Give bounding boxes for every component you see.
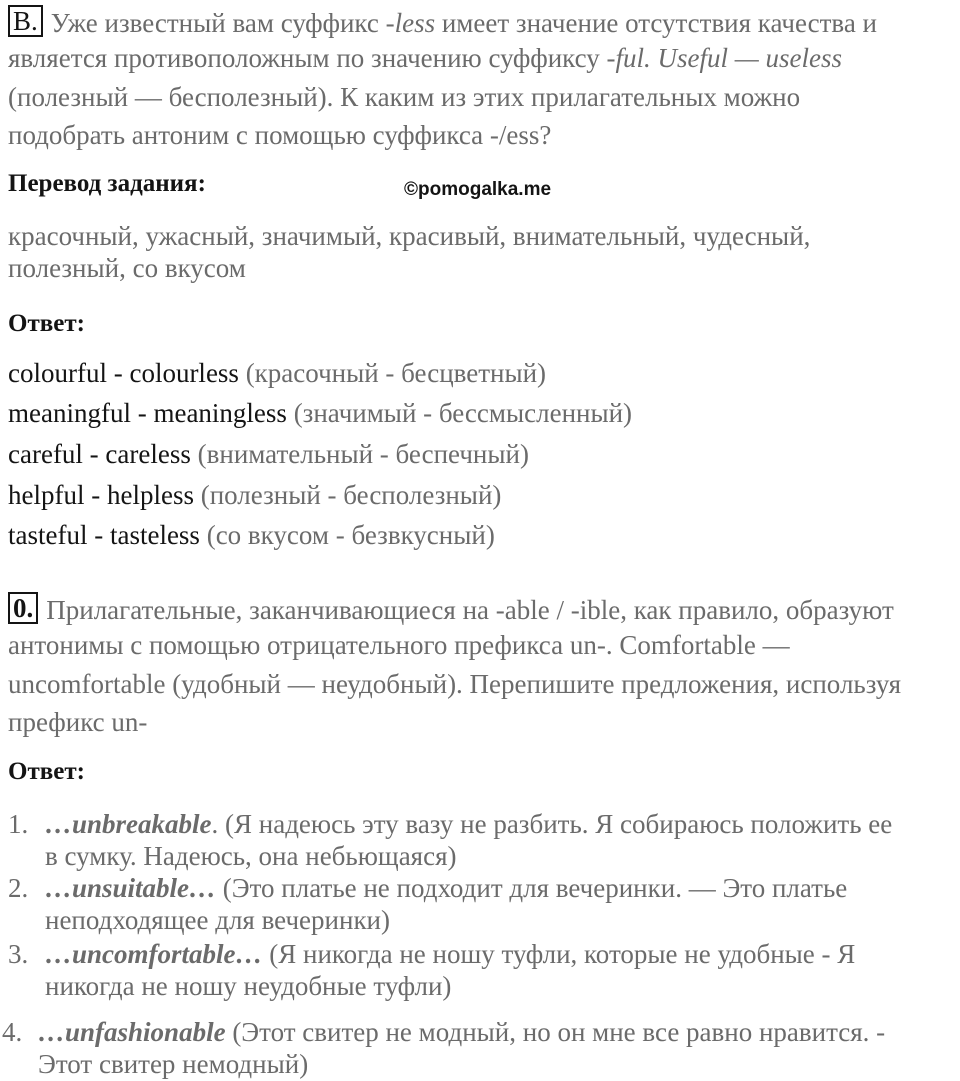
watermark: ©pomogalka.me	[404, 179, 552, 200]
answer-line: tasteful - tasteless (со вкусом - безвкусный)	[8, 520, 495, 550]
list-number: 4.	[2, 1017, 23, 1047]
translation-heading: Перевод задания:	[8, 170, 206, 197]
exercise-0-line-3: uncomfortable (удобный — неудобный). Перепишите предложения, используя	[8, 669, 902, 699]
answer-line: helpful - helpless (полезный - бесполезный)	[8, 480, 502, 510]
list-number: 1.	[8, 809, 29, 839]
list-item-continuation: Этот свитер немодный)	[38, 1049, 309, 1079]
answer-heading-b: Ответ:	[8, 310, 85, 337]
answer-line: careful - careless (внимательный - беспечный)	[8, 439, 529, 469]
translation-line-2: полезный, со вкусом	[8, 253, 246, 283]
list-item: …unfashionable (Этот свитер не модный, но он мне все равно нравится. -	[38, 1017, 886, 1047]
list-item: …unsuitable… (Это платье не подходит для вечеринки. — Это платье	[45, 873, 848, 903]
list-item-continuation: неподходящее для вечеринки)	[45, 905, 391, 935]
exercise-0-line-2: антонимы с помощью отрицательного префикса un-. Comfortable —	[8, 630, 790, 660]
exercise-b-line-1: B. Уже известный вам суффикс -less имеет значение отсутствия качества и	[8, 7, 877, 39]
exercise-0-line-1: 0. Прилагательные, заканчивающиеся на -able / -ible, как правило, образуют	[8, 594, 894, 626]
exercise-b-line-2: является противоположным по значению суффиксу -ful. Useful — useless	[8, 43, 843, 73]
list-item: …uncomfortable… (Я никогда не ношу туфли, которые не удобные - Я	[45, 939, 856, 969]
answer-heading-0: Ответ:	[8, 758, 85, 785]
exercise-b-line-3: (полезный — бесполезный). К каким из этих прилагательных можно	[8, 82, 801, 112]
answer-line: colourful - colourless (красочный - бесцветный)	[8, 358, 547, 388]
exercise-b-line-4: подобрать антоним с помощью суффикса -/ess?	[8, 120, 552, 150]
list-item-continuation: в сумку. Надеюсь, она небьющаяся)	[45, 841, 457, 871]
list-number: 2.	[8, 873, 29, 903]
answer-line: meaningful - meaningless (значимый - бессмысленный)	[8, 398, 633, 428]
list-item-continuation: никогда не ношу неудобные туфли)	[45, 971, 452, 1001]
exercise-0-line-4: префикс un-	[8, 707, 148, 737]
exercise-b-number: B.	[8, 5, 43, 37]
exercise-0-number: 0.	[8, 592, 38, 624]
translation-line-1: красочный, ужасный, значимый, красивый, внимательный, чудесный,	[8, 221, 811, 251]
list-item: …unbreakable. (Я надеюсь эту вазу не разбить. Я собираюсь положить ее	[45, 809, 893, 839]
list-number: 3.	[8, 939, 29, 969]
